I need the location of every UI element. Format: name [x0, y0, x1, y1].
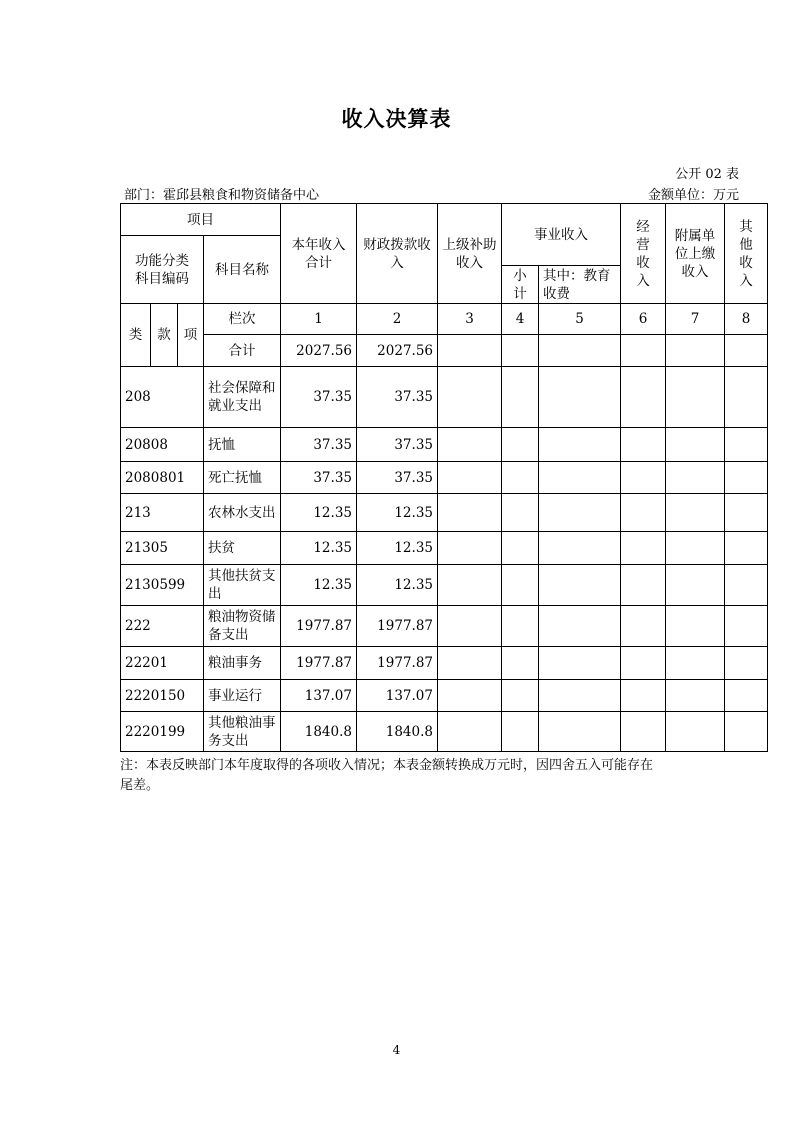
row-code: 208	[121, 367, 204, 428]
header-item: 项目	[121, 204, 281, 236]
header-other: 其他收入	[725, 204, 768, 304]
row-name: 社会保障和就业支出	[204, 367, 281, 428]
column-number-5: 5	[539, 304, 621, 335]
table-note: 注：本表反映部门本年度取得的各项收入情况；本表金额转换成万元时，因四舍五入可能存在尾差。	[120, 758, 654, 793]
row-fiscal: 1840.8	[357, 712, 438, 752]
column-number-2: 2	[357, 304, 438, 335]
row-name: 抚恤	[204, 428, 281, 462]
table-row	[121, 680, 768, 712]
column-number-8: 8	[725, 304, 768, 335]
row-name: 其他粮油事务支出	[204, 712, 281, 752]
row-fiscal: 12.35	[357, 532, 438, 565]
row-code: 213	[121, 494, 204, 532]
row-total: 37.35	[281, 367, 357, 428]
row-name: 粮油物资储备支出	[204, 606, 281, 647]
header-subject-name: 科目名称	[204, 236, 281, 304]
row-total: 37.35	[281, 428, 357, 462]
department-label: 部门：霍邱县粮食和物资储备中心	[124, 188, 320, 203]
row-code: 2130599	[121, 565, 204, 606]
header-kuan: 款	[151, 304, 178, 367]
row-name: 农林水支出	[204, 494, 281, 532]
header-operating: 经营收入	[621, 204, 666, 304]
table-row	[121, 647, 768, 680]
row-total: 12.35	[281, 494, 357, 532]
row-code: 22201	[121, 647, 204, 680]
row-code: 20808	[121, 428, 204, 462]
amount-unit-label: 金额单位：万元	[647, 188, 739, 203]
row-fiscal: 12.35	[357, 565, 438, 606]
income-table	[120, 203, 768, 752]
table-row	[121, 532, 768, 565]
header-business: 事业收入	[502, 204, 621, 266]
row-total: 1840.8	[281, 712, 357, 752]
form-number: 公开 02 表	[675, 167, 739, 182]
row-name: 事业运行	[204, 680, 281, 712]
header-subsidy: 上级补助收入	[438, 204, 502, 304]
page-number: 4	[392, 1043, 401, 1057]
row-total: 37.35	[281, 462, 357, 494]
row-code: 222	[121, 606, 204, 647]
row-code: 21305	[121, 532, 204, 565]
header-lei: 类	[121, 304, 151, 367]
column-number-1: 1	[281, 304, 357, 335]
table-row	[121, 606, 768, 647]
header-subtotal: 小计	[502, 266, 539, 304]
row-name: 死亡抚恤	[204, 462, 281, 494]
row-fiscal: 1977.87	[357, 606, 438, 647]
row-fiscal: 37.35	[357, 428, 438, 462]
column-number-7: 7	[666, 304, 725, 335]
total-fiscal-value: 2027.56	[357, 335, 438, 367]
table-row	[121, 712, 768, 752]
table-row	[121, 494, 768, 532]
total-income-value: 2027.56	[281, 335, 357, 367]
row-total: 137.07	[281, 680, 357, 712]
row-fiscal: 1977.87	[357, 647, 438, 680]
column-number-label: 栏次	[204, 304, 281, 335]
header-edu-fee: 其中：教育收费	[539, 266, 621, 304]
row-total: 12.35	[281, 532, 357, 565]
header-fiscal: 财政拨款收入	[357, 204, 438, 304]
column-number-4: 4	[502, 304, 539, 335]
total-label: 合计	[204, 335, 281, 367]
row-fiscal: 137.07	[357, 680, 438, 712]
row-name: 粮油事务	[204, 647, 281, 680]
row-code: 2220150	[121, 680, 204, 712]
header-func-code: 功能分类科目编码	[121, 236, 204, 304]
table-row	[121, 565, 768, 606]
row-name: 其他扶贫支出	[204, 565, 281, 606]
column-number-6: 6	[621, 304, 666, 335]
row-total: 1977.87	[281, 647, 357, 680]
page-title: 收入决算表	[341, 107, 452, 131]
row-fiscal: 37.35	[357, 462, 438, 494]
table-row	[121, 428, 768, 462]
row-code: 2080801	[121, 462, 204, 494]
row-name: 扶贫	[204, 532, 281, 565]
row-total: 12.35	[281, 565, 357, 606]
row-code: 2220199	[121, 712, 204, 752]
row-fiscal: 37.35	[357, 367, 438, 428]
header-xiang: 项	[178, 304, 204, 367]
column-number-3: 3	[438, 304, 502, 335]
table-row	[121, 462, 768, 494]
header-total-income: 本年收入合计	[281, 204, 357, 304]
table-row	[121, 367, 768, 428]
row-total: 1977.87	[281, 606, 357, 647]
header-affiliated: 附属单位上缴收入	[666, 204, 725, 304]
row-fiscal: 12.35	[357, 494, 438, 532]
